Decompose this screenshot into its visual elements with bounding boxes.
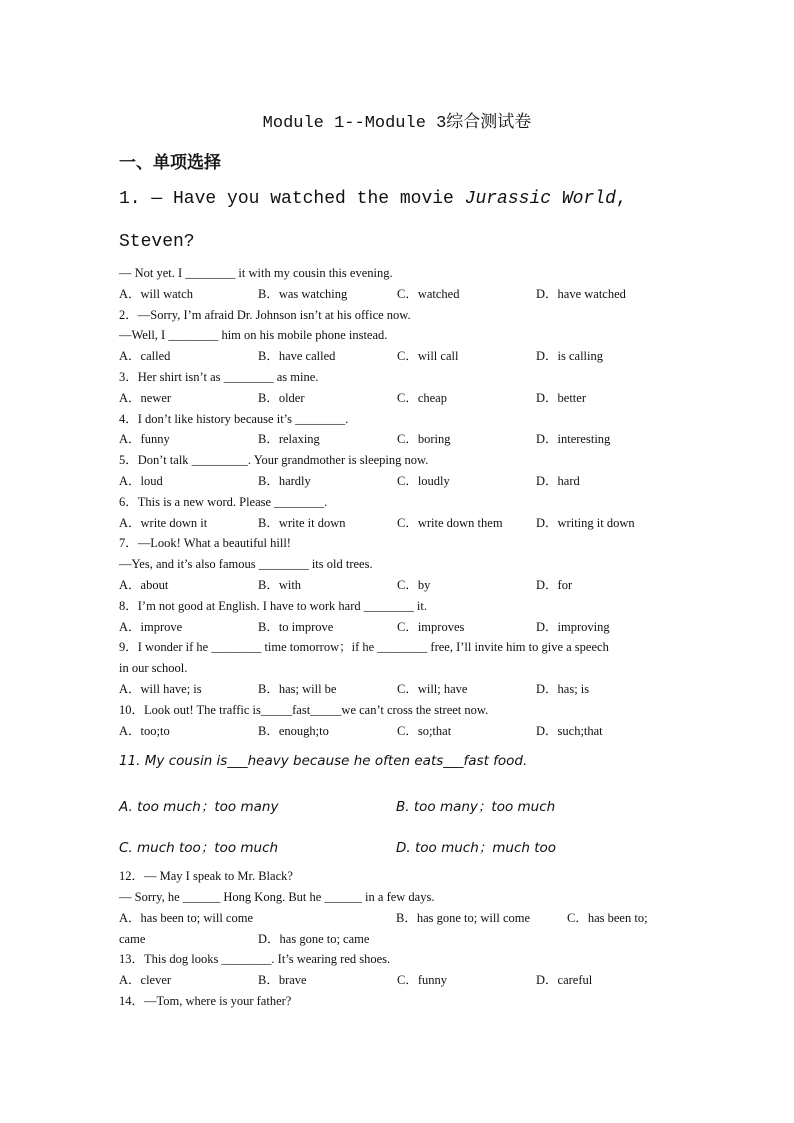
section-heading: 一、单项选择 xyxy=(119,153,221,173)
question-1-line-1 xyxy=(119,189,627,209)
option-c: C．funny xyxy=(397,973,448,987)
question-3-line-1: 3．Her shirt isn’t as ________ as mine. xyxy=(119,370,319,384)
question-14-line-1: 14．—Tom, where is your father? xyxy=(119,994,292,1008)
option-b: B．with xyxy=(258,578,302,592)
question-1-comma: , xyxy=(615,189,627,209)
question-4-line-1: 4．I don’t like history because it’s ________. xyxy=(119,412,349,426)
option-c: C．will call xyxy=(397,349,459,363)
question-12-line-2: — Sorry, he ______ Hong Kong. But he ______ in a few days. xyxy=(119,890,435,904)
option-b: B．have called xyxy=(258,349,336,363)
question-4-options xyxy=(119,431,719,447)
question-7-line-2: —Yes, and it’s also famous ________ its old trees. xyxy=(119,557,373,571)
option-d: D．improving xyxy=(536,620,610,634)
question-9-line-1: 9．I wonder if he ________ time tomorrow；if he ________ free, I’ll invite him to give a speech xyxy=(119,640,609,654)
option-c: C．cheap xyxy=(397,391,447,405)
question-8-options xyxy=(119,619,719,635)
option-b: B．write it down xyxy=(258,516,346,530)
option-a: A．loud xyxy=(119,474,163,488)
option-b: B．enough;to xyxy=(258,724,329,738)
question-12-option-b: B．has gone to; will come xyxy=(396,911,531,925)
question-12-option-d: D．has gone to; came xyxy=(258,932,370,946)
option-c: C．so;that xyxy=(397,724,452,738)
option-c: C．improves xyxy=(397,620,465,634)
question-11-option-d: D. too much；much too xyxy=(396,840,557,856)
option-a: A．called xyxy=(119,349,171,363)
option-d: D．such;that xyxy=(536,724,603,738)
question-9-options xyxy=(119,681,719,697)
question-1-options xyxy=(119,286,719,302)
question-12-option-a: A．has been to; will come xyxy=(119,911,253,925)
option-b: B．was watching xyxy=(258,287,348,301)
option-d: D．has; is xyxy=(536,682,590,696)
movie-title: Jurassic World xyxy=(464,189,616,209)
question-11-option-c: C. much too；too much xyxy=(119,840,279,856)
question-8-line-1: 8．I’m not good at English. I have to work hard ________ it. xyxy=(119,599,427,613)
option-d: D．better xyxy=(536,391,586,405)
question-12-option-c: C．has been to; xyxy=(567,911,648,925)
option-c: C．write down them xyxy=(397,516,503,530)
option-b: B．older xyxy=(258,391,305,405)
question-2-options xyxy=(119,348,719,364)
question-10-options xyxy=(119,723,719,739)
question-6-options xyxy=(119,515,719,531)
option-a: A．about xyxy=(119,578,169,592)
question-10-line-1: 10．Look out! The traffic is_____fast_____we can’t cross the street now. xyxy=(119,703,489,717)
option-c: C．watched xyxy=(397,287,460,301)
question-12-option-c-cont: came xyxy=(119,932,146,946)
question-11-option-a: A. too much；too many xyxy=(119,799,279,815)
question-13-line-1: 13．This dog looks ________. It’s wearing red shoes. xyxy=(119,952,391,966)
question-2-line-1: 2．—Sorry, I’m afraid Dr. Johnson isn’t at his office now. xyxy=(119,308,411,322)
question-6-line-1: 6．This is a new word. Please ________. xyxy=(119,495,328,509)
option-d: D．careful xyxy=(536,973,593,987)
option-b: B．hardly xyxy=(258,474,311,488)
question-1-answer-line: — Not yet. I ________ it with my cousin this evening. xyxy=(119,266,393,280)
question-7-options xyxy=(119,577,719,593)
option-a: A．write down it xyxy=(119,516,208,530)
question-2-line-2: —Well, I ________ him on his mobile phone instead. xyxy=(119,328,388,342)
option-c: C．boring xyxy=(397,432,451,446)
option-a: A．too;to xyxy=(119,724,170,738)
question-3-options xyxy=(119,390,719,406)
option-d: D．is calling xyxy=(536,349,604,363)
option-a: A．clever xyxy=(119,973,172,987)
option-c: C．will; have xyxy=(397,682,468,696)
question-1-text: 1. — Have you watched the movie xyxy=(119,189,465,209)
option-b: B．brave xyxy=(258,973,307,987)
option-d: D．interesting xyxy=(536,432,611,446)
question-5-line-1: 5．Don’t talk _________. Your grandmother is sleeping now. xyxy=(119,453,429,467)
option-d: D．have watched xyxy=(536,287,626,301)
page-title: Module 1--Module 3综合测试卷 xyxy=(262,114,532,133)
option-a: A．newer xyxy=(119,391,172,405)
question-13-options xyxy=(119,972,719,988)
option-b: B．relaxing xyxy=(258,432,320,446)
question-12-line-1: 12．— May I speak to Mr. Black? xyxy=(119,869,293,883)
option-b: B．has; will be xyxy=(258,682,337,696)
option-b: B．to improve xyxy=(258,620,334,634)
question-11-line-1: 11. My cousin is___heavy because he often eats___fast food. xyxy=(119,753,528,769)
option-a: A．funny xyxy=(119,432,170,446)
question-5-options xyxy=(119,473,719,489)
option-d: D．writing it down xyxy=(536,516,635,530)
option-d: D．hard xyxy=(536,474,580,488)
question-7-line-1: 7．—Look! What a beautiful hill! xyxy=(119,536,291,550)
option-c: C．loudly xyxy=(397,474,450,488)
question-9-line-2: in our school. xyxy=(119,661,188,675)
option-a: A．will watch xyxy=(119,287,193,301)
option-c: C．by xyxy=(397,578,431,592)
question-1-line-2: Steven? xyxy=(119,232,195,252)
option-d: D．for xyxy=(536,578,573,592)
option-a: A．will have; is xyxy=(119,682,202,696)
option-a: A．improve xyxy=(119,620,183,634)
question-11-option-b: B. too many；too much xyxy=(396,799,556,815)
